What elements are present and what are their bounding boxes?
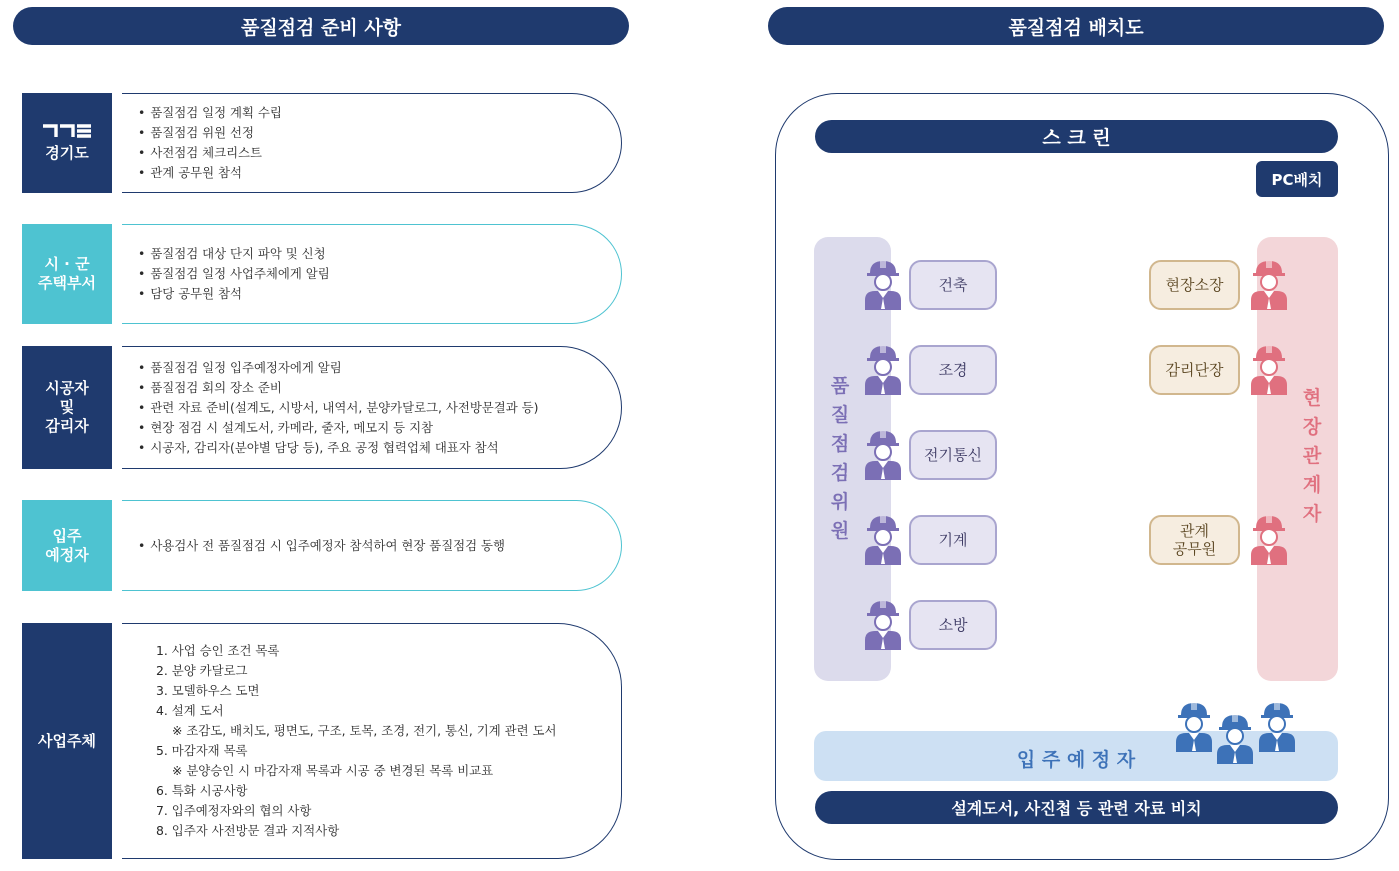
vertical-char: 위 xyxy=(830,491,850,513)
site-box-supervisor: 감리단장 xyxy=(1149,345,1240,395)
prep-row-gyeonggi xyxy=(22,93,622,193)
worker-icon xyxy=(862,343,904,395)
prep-title: 품질점검 준비 사항 xyxy=(240,16,402,39)
prep-row-developer xyxy=(22,623,622,859)
list-item: 1. 사업 승인 조건 목록 xyxy=(156,643,280,658)
site-box-manager: 현장소장 xyxy=(1149,260,1240,310)
row-tag-label: 사업주체 xyxy=(38,731,96,750)
list-note: ※ 분양승인 시 마감자재 목록과 시공 중 변경된 목록 비교표 xyxy=(172,763,494,778)
worker-icon xyxy=(862,598,904,650)
committee-box-mechanical: 기계 xyxy=(909,515,997,565)
prep-header xyxy=(13,7,629,45)
row-tag xyxy=(22,346,112,469)
row-card xyxy=(122,93,622,193)
list-note: ※ 조감도, 배치도, 평면도, 구조, 토목, 조경, 전기, 통신, 기계 관련 도서 xyxy=(172,723,557,738)
row-card xyxy=(122,346,622,469)
row-tag-label: 경기도 xyxy=(45,144,89,162)
committee-box-landscape: 조경 xyxy=(909,345,997,395)
list-item: 7. 입주예정자와의 협의 사항 xyxy=(156,803,312,818)
list-item: • 담당 공무원 참석 xyxy=(150,284,621,304)
worker-icon xyxy=(862,513,904,565)
committee-box-fire: 소방 xyxy=(909,600,997,650)
site-box-official: 관계 공무원 xyxy=(1149,515,1240,565)
vertical-char: 장 xyxy=(1302,416,1322,438)
worker-icon xyxy=(862,258,904,310)
list-item: • 사전점검 체크리스트 xyxy=(150,143,621,163)
prep-row-residents xyxy=(22,500,622,591)
vertical-char: 원 xyxy=(830,520,850,542)
list-item: • 사용검사 전 품질점검 시 입주예정자 참석하여 현장 품질점검 동행 xyxy=(150,536,621,556)
worker-icon xyxy=(1248,343,1290,395)
layout-header xyxy=(768,7,1384,45)
list-item: 3. 모델하우스 도면 xyxy=(156,683,260,698)
row-tag xyxy=(22,623,112,859)
list-item: • 현장 점검 시 설계도서, 카메라, 줄자, 메모지 등 지참 xyxy=(150,418,621,438)
pc-badge xyxy=(1256,161,1338,197)
row-tag-label: 시 · 군 주택부서 xyxy=(38,255,96,292)
list-item: • 관계 공무원 참석 xyxy=(150,163,621,183)
prep-row-contractor xyxy=(22,346,622,469)
list-item: • 품질점검 일정 입주예정자에게 알림 xyxy=(150,358,621,378)
screen-bar xyxy=(815,120,1338,153)
list-item: • 관련 자료 준비(설계도, 시방서, 내역서, 분양카달로그, 사전방문결과 등) xyxy=(150,398,621,418)
list-item: • 시공자, 감리자(분야별 담당 등), 주요 공정 협력업체 대표자 참석 xyxy=(150,438,621,458)
row-card xyxy=(122,500,622,591)
committee-box-electrical: 전기통신 xyxy=(909,430,997,480)
vertical-char: 점 xyxy=(830,433,850,455)
row-tag-label: 시공자 및 감리자 xyxy=(45,379,89,435)
worker-icon xyxy=(1248,258,1290,310)
gyeonggi-logo-icon xyxy=(41,123,93,139)
vertical-char: 관 xyxy=(1302,445,1322,467)
vertical-char: 현 xyxy=(1302,387,1322,409)
row-card xyxy=(122,224,622,324)
list-item: • 품질점검 위원 선정 xyxy=(150,123,621,143)
list-item: 2. 분양 카달로그 xyxy=(156,663,248,678)
prep-row-city xyxy=(22,224,622,324)
list-item: 8. 입주자 사전방문 결과 지적사항 xyxy=(156,823,340,838)
list-item: • 품질점검 일정 사업주체에게 알림 xyxy=(150,264,621,284)
screen-label: 스 크 린 xyxy=(1042,127,1111,149)
list-item: • 품질점검 회의 장소 준비 xyxy=(150,378,621,398)
worker-icon xyxy=(1214,712,1256,764)
row-tag xyxy=(22,224,112,324)
vertical-char: 질 xyxy=(830,404,850,426)
vertical-char: 품 xyxy=(830,375,850,397)
list-item: • 품질점검 일정 계획 수립 xyxy=(150,103,621,123)
row-tag xyxy=(22,500,112,591)
list-item: • 품질점검 대상 단지 파악 및 신청 xyxy=(150,244,621,264)
vertical-char: 자 xyxy=(1302,503,1322,525)
worker-icon xyxy=(1173,700,1215,752)
site-label xyxy=(1292,384,1332,529)
worker-icon xyxy=(1248,513,1290,565)
row-card xyxy=(122,623,622,859)
residents-label: 입 주 예 정 자 xyxy=(1016,748,1136,771)
list-item: 6. 특화 시공사항 xyxy=(156,783,248,798)
layout-title: 품질점검 배치도 xyxy=(1008,16,1144,39)
list-item: 4. 설계 도서 xyxy=(156,703,224,718)
worker-icon xyxy=(862,428,904,480)
vertical-char: 계 xyxy=(1302,474,1322,496)
committee-box-architecture: 건축 xyxy=(909,260,997,310)
docs-bar xyxy=(815,791,1338,824)
pc-label: PC배치 xyxy=(1271,170,1323,189)
vertical-char: 검 xyxy=(830,462,850,484)
row-tag-label: 입주 예정자 xyxy=(45,526,89,564)
committee-label xyxy=(814,372,866,546)
row-tag xyxy=(22,93,112,193)
worker-icon xyxy=(1256,700,1298,752)
docs-label: 설계도서, 사진첩 등 관련 자료 비치 xyxy=(951,799,1202,818)
list-item: 5. 마감자재 목록 xyxy=(156,743,248,758)
